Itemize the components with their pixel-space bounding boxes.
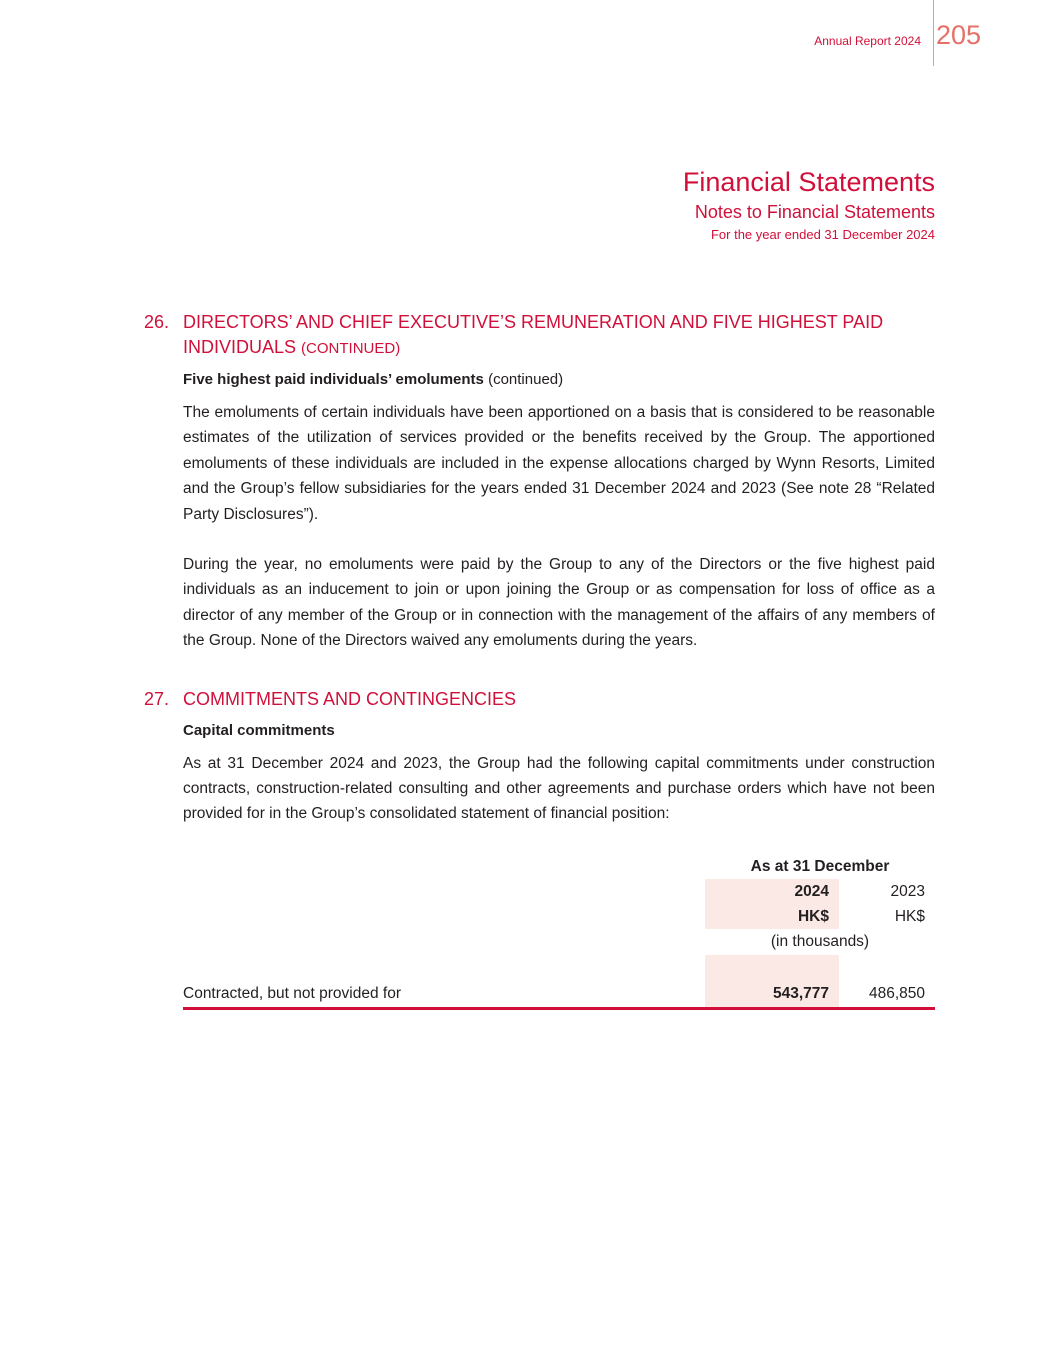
note-26-subheading-text: Five highest paid individuals’ emoluments <box>183 371 484 388</box>
capital-commitments-table <box>183 857 935 1037</box>
table-bottom-rule <box>183 1007 935 1010</box>
note-26 <box>144 310 935 654</box>
page-number: 205 <box>935 20 981 50</box>
value-2023: 486,850 <box>868 984 925 1002</box>
note-27-subheading <box>183 721 935 741</box>
note-27-paragraph: As at 31 December 2024 and 2023, the Group had the following capital commitments under construction contracts, construction-related consulting and other agreements and purchase orders which have not been provided for in the Group’s consolidated statement of financial position: <box>183 754 935 823</box>
col-header-2024: 2024 <box>794 882 829 900</box>
note-26-heading <box>144 310 935 361</box>
note-26-continued: (CONTINUED) <box>301 340 401 357</box>
note-27 <box>144 687 935 1037</box>
section-title-block <box>683 165 935 245</box>
reporting-period: For the year ended 31 December 2024 <box>710 227 935 242</box>
row-label-contracted: Contracted, but not provided for <box>183 984 401 1002</box>
value-2024: 543,777 <box>772 984 829 1002</box>
note-26-paragraph-2: During the year, no emoluments were paid by the Group to any of the Directors or the five highest paid individuals as an inducement to join or upon joining the Group or as compensation for loss of office as a director of any member of the Group or in connection with the management of the affairs of any members of the Group. None of the Directors waived any emoluments during the years. <box>183 556 935 650</box>
page-title: Financial Statements <box>682 167 935 197</box>
note-26-number: 26. <box>144 312 170 332</box>
main-content <box>144 310 935 1037</box>
note-26-subheading-suffix: (continued) <box>488 371 564 388</box>
currency-2023: HK$ <box>894 907 925 925</box>
unit-label: (in thousands) <box>770 932 870 950</box>
page-subtitle: Notes to Financial Statements <box>694 202 935 222</box>
note-27-subheading-text: Capital commitments <box>183 721 335 739</box>
note-27-heading <box>144 687 935 712</box>
note-26-title: DIRECTORS’ AND CHIEF EXECUTIVE’S REMUNERATION AND FIVE HIGHEST PAID INDIVIDUALS <box>183 312 884 357</box>
header-divider <box>933 0 934 66</box>
note-27-number: 27. <box>144 688 170 709</box>
table-group-header: As at 31 December <box>750 857 890 875</box>
currency-2024: HK$ <box>797 907 829 925</box>
report-title: Annual Report 2024 <box>814 34 921 48</box>
col-header-2023: 2023 <box>890 882 925 900</box>
note-26-paragraph-1: The emoluments of certain individuals have been apportioned on a basis that is considered to be reasonable estimates of the utilization of services provided or the benefits received by the Group. The apportioned emoluments of these individuals are included in the expense allocations charged by Wynn Resorts, Limited and the Group’s fellow subsidiaries for the years ended 31 December 2024 and 2023 (See note 28 “Related Party Disclosures”). <box>183 404 935 523</box>
note-26-subheading <box>183 370 935 390</box>
note-27-title: COMMITMENTS AND CONTINGENCIES <box>183 688 517 709</box>
